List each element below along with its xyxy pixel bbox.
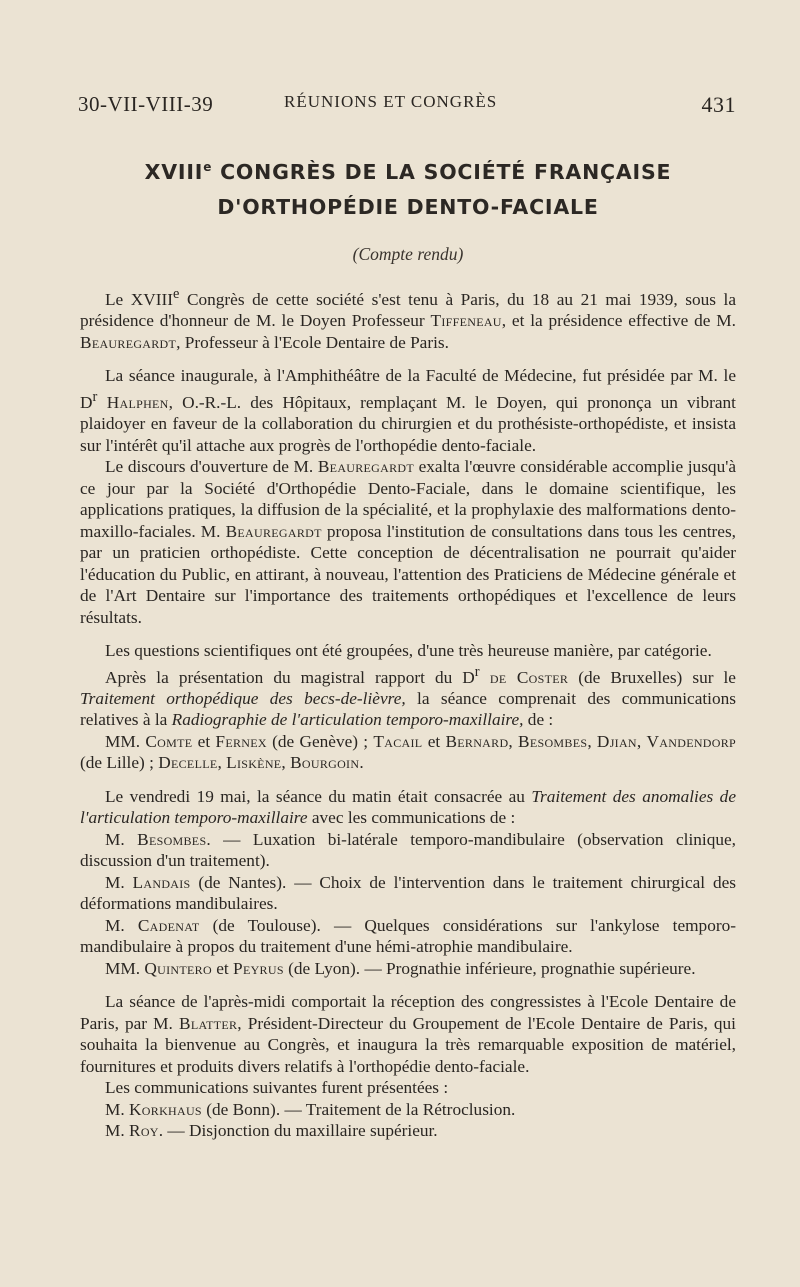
paragraph: MM. Quintero et Peyrus (de Lyon). — Prognathie inférieure, prognathie supérieure. bbox=[105, 958, 696, 978]
article-body bbox=[80, 284, 736, 1142]
paragraph: M. Korkhaus (de Bonn). — Traitement de la Rétroclusion. bbox=[105, 1099, 516, 1119]
paragraph: M. Roy. — Disjonction du maxillaire supérieur. bbox=[105, 1121, 438, 1141]
section-title: RÉUNIONS ET CONGRÈS bbox=[284, 92, 498, 111]
paragraph: MM. Comte et Fernex (de Genève) ; Tacail et Bernard, Besombes, Djian, Vandendorp (de Lille) ; Decelle, Liskène, Bourgoin. bbox=[80, 731, 736, 773]
paragraph: La séance inaugurale, à l'Amphithéâtre de la Faculté de Médecine, fut présidée par M. le $D^r$ Halphen, O.-R.-L. des Hôpitaux, remplaçant M. le Doyen, qui prononça un vibrant plaidoyer en faveur de la collaboration du chirurgien et du prothésiste-orthopédiste, et insista sur l'intérêt qu'il attache aux progrès de l'orthopédie dento-faciale. bbox=[80, 366, 736, 455]
page-number: 431 bbox=[701, 92, 736, 117]
paragraph: Le discours d'ouverture de M. Beauregardt exalta l'œuvre considérable accomplie jusqu'à ce jour par la Société d'Orthopédie Dento-Faciale, dans le domaine scientifique, les applications pratiques, la diffusion de la spécialité, et la prophylaxie des malformations dento-maxillo-faciales. M. Beauregardt proposa l'institution de consultations dans tous les centres, par un praticien orthopédiste. Cette conception de décentralisation ne pourrait qu'aider l'éducation du Public, en attirant, à nouveau, l'attention des Praticiens de Médecine générale et de l'Art Dentaire sur l'importance des traitements orthopédiques et l'excellence de leurs résultats. bbox=[80, 457, 736, 627]
running-header bbox=[78, 92, 736, 122]
paragraph: La séance de l'après-midi comportait la réception des congressistes à l'Ecole Dentaire de Paris, par M. Blatter, Président-Directeur du Groupement de l'Ecole Dentaire de Paris, qui souhaita la bienvenue au Congrès, et inaugura la très remarquable exposition de matériel, fournitures et produits divers relatifs à l'orthopédie dento-faciale. bbox=[80, 992, 736, 1076]
paragraph: M. Cadenat (de Toulouse). — Quelques considérations sur l'ankylose temporo-mandibulaire à propos du traitement d'une hémi-atrophie mandibulaire. bbox=[80, 915, 736, 957]
article-title-line-2: D'ORTHOPÉDIE DENTO-FACIALE bbox=[217, 195, 599, 219]
paragraph: Les communications suivantes furent présentées : bbox=[105, 1078, 449, 1098]
issue-date: 30-VII-VIII-39 bbox=[78, 92, 214, 116]
article-subtitle: (Compte rendu) bbox=[352, 244, 464, 264]
paragraph: Le vendredi 19 mai, la séance du matin était consacrée au Traitement des anomalies de l'articulation temporo-maxillaire avec les communications de : bbox=[80, 786, 736, 828]
paragraph: Les questions scientifiques ont été groupées, d'une très heureuse manière, par catégorie. bbox=[105, 641, 712, 661]
paragraph: M. Besombes. — Luxation bi-latérale temporo-mandibulaire (observation clinique, discussion d'un traitement). bbox=[80, 829, 736, 871]
article-title-line-1: XVIIIe CONGRÈS DE LA SOCIÉTÉ FRANÇAISE bbox=[144, 160, 672, 184]
paragraph: M. Landais (de Nantes). — Choix de l'intervention dans le traitement chirurgical des déformations mandibulaires. bbox=[80, 872, 736, 914]
paragraph: Après la présentation du magistral rapport du $D^r$ de Coster (de Bruxelles) sur le Traitement orthopédique des becs-de-lièvre, la séance comprenait des communications relatives à la Radiographie de l'articulation temporo-maxillaire, de : bbox=[80, 663, 736, 730]
paragraph: Le XVIIIe Congrès de cette société s'est tenu à Paris, du 18 au 21 mai 1939, sous la présidence d'honneur de M. le Doyen Professeur Tiffeneau, et la présidence effective de M. Beauregardt, Professeur à l'Ecole Dentaire de Paris. bbox=[80, 286, 736, 352]
